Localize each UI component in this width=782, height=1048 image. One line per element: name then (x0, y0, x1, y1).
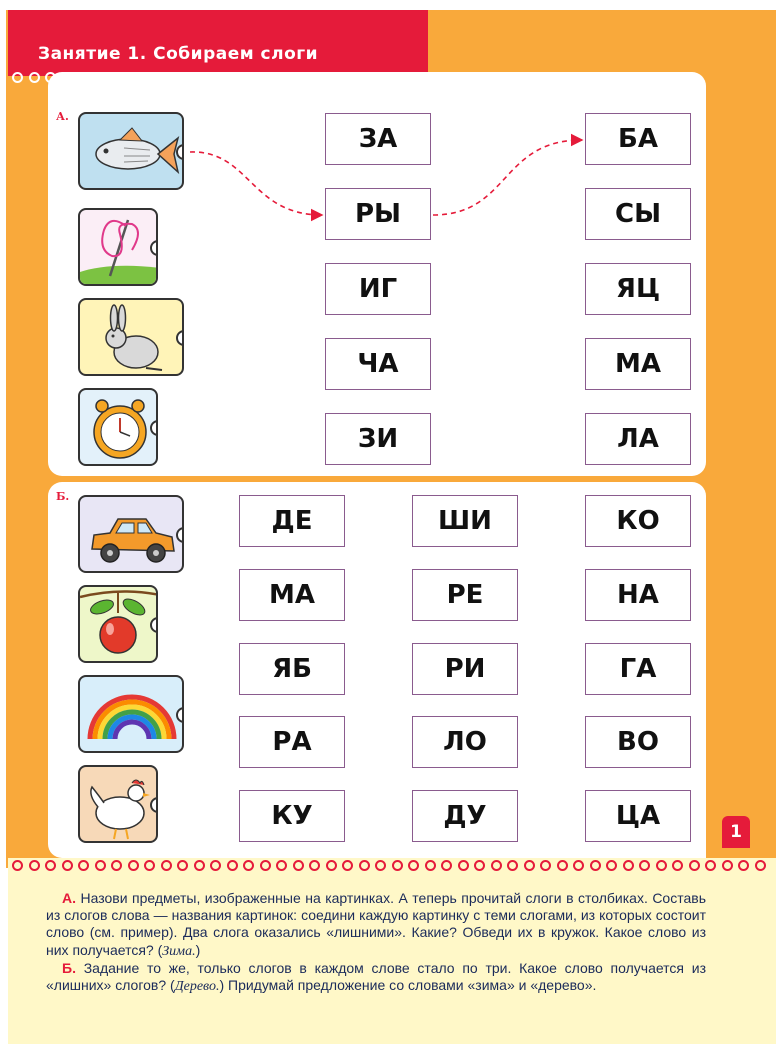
syllable-card-a2-4[interactable]: МА (585, 338, 691, 390)
instruction-b-close: ) Придумай предложение со словами «зима» и «дерево». (219, 977, 597, 994)
section-b-label: Б. (56, 490, 70, 503)
binder-ring (689, 860, 700, 871)
binder-ring (425, 860, 436, 871)
fish-icon[interactable] (78, 112, 184, 190)
binder-ring (29, 72, 40, 83)
instruction-a-body: Назови предметы, изображенные на картинках. А теперь прочитай слоги в столбиках. Составь из слогов слова — названия картинок: соедини каждую картинку с теми слогами, из которых состоит слово (см. пример). Два слога оказались «лишними». Какие? Обведи их в кружок. Какое слово из них получается? ( (46, 890, 706, 958)
binder-ring (557, 860, 568, 871)
syllable-card-b2-2[interactable]: РЕ (412, 569, 518, 621)
binder-ring (309, 860, 320, 871)
binder-ring (722, 860, 733, 871)
syllable-card-a2-2[interactable]: СЫ (585, 188, 691, 240)
binder-ring (45, 860, 56, 871)
binder-ring (342, 860, 353, 871)
binder-ring (656, 860, 667, 871)
binder-ring (573, 860, 584, 871)
needle-thread-icon[interactable] (78, 208, 158, 286)
syllable-card-b3-4[interactable]: ВО (585, 716, 691, 768)
apple-icon[interactable] (78, 585, 158, 663)
binder-ring (590, 860, 601, 871)
binder-ring (12, 860, 23, 871)
syllable-card-a1-2[interactable]: РЫ (325, 188, 431, 240)
binder-ring (210, 860, 221, 871)
syllable-card-b1-2[interactable]: МА (239, 569, 345, 621)
binder-ring (194, 860, 205, 871)
binder-ring (441, 860, 452, 871)
binder-ring (293, 860, 304, 871)
syllable-card-b1-1[interactable]: ДЕ (239, 495, 345, 547)
syllable-card-b2-5[interactable]: ДУ (412, 790, 518, 842)
binder-rings-footer (12, 860, 766, 876)
syllable-card-b3-5[interactable]: ЦА (585, 790, 691, 842)
syllable-card-a2-3[interactable]: ЯЦ (585, 263, 691, 315)
syllable-card-b3-3[interactable]: ГА (585, 643, 691, 695)
binder-ring (639, 860, 650, 871)
binder-ring (623, 860, 634, 871)
binder-ring (458, 860, 469, 871)
binder-ring (507, 860, 518, 871)
car-icon[interactable] (78, 495, 184, 573)
page-number: 1 (722, 816, 750, 848)
binder-ring (326, 860, 337, 871)
binder-ring (540, 860, 551, 871)
instruction-a-close: ) (195, 941, 201, 958)
syllable-card-b1-5[interactable]: КУ (239, 790, 345, 842)
binder-ring (738, 860, 749, 871)
binder-ring (62, 860, 73, 871)
binder-ring (128, 860, 139, 871)
syllable-card-a1-5[interactable]: ЗИ (325, 413, 431, 465)
binder-ring (375, 860, 386, 871)
instruction-b-answer: Дерево. (174, 979, 220, 995)
binder-ring (705, 860, 716, 871)
syllable-card-a2-1[interactable]: БА (585, 113, 691, 165)
instruction-b (46, 960, 706, 995)
binder-ring (474, 860, 485, 871)
binder-ring (392, 860, 403, 871)
binder-ring (672, 860, 683, 871)
binder-ring (161, 860, 172, 871)
binder-ring (111, 860, 122, 871)
binder-ring (755, 860, 766, 871)
syllable-card-a1-1[interactable]: ЗА (325, 113, 431, 165)
binder-ring (524, 860, 535, 871)
rabbit-icon[interactable] (78, 298, 184, 376)
binder-ring (144, 860, 155, 871)
syllable-card-b3-1[interactable]: КО (585, 495, 691, 547)
syllable-card-b2-3[interactable]: РИ (412, 643, 518, 695)
syllable-card-b1-4[interactable]: РА (239, 716, 345, 768)
lesson-title: Занятие 1. Собираем слоги (38, 44, 319, 64)
alarm-clock-icon[interactable] (78, 388, 158, 466)
syllable-card-b2-4[interactable]: ЛО (412, 716, 518, 768)
lesson-header (8, 10, 428, 76)
syllable-card-b3-2[interactable]: НА (585, 569, 691, 621)
syllable-card-a1-4[interactable]: ЧА (325, 338, 431, 390)
binder-ring (227, 860, 238, 871)
binder-ring (491, 860, 502, 871)
syllable-card-a1-3[interactable]: ИГ (325, 263, 431, 315)
rooster-icon[interactable] (78, 765, 158, 843)
instruction-a-label: А. (62, 890, 76, 906)
binder-ring (359, 860, 370, 871)
syllable-card-b1-3[interactable]: ЯБ (239, 643, 345, 695)
rainbow-icon[interactable] (78, 675, 184, 753)
binder-ring (276, 860, 287, 871)
binder-ring (95, 860, 106, 871)
instruction-b-body: Задание то же, только слогов в каждом слове стало по три. Какое слово получается из «лишних» слогов? ( (46, 959, 706, 994)
instruction-a (46, 890, 706, 960)
syllable-card-b2-1[interactable]: ШИ (412, 495, 518, 547)
instructions-text (46, 890, 706, 995)
binder-ring (408, 860, 419, 871)
section-a-label: А. (56, 110, 69, 123)
binder-ring (29, 860, 40, 871)
binder-ring (12, 72, 23, 83)
binder-ring (243, 860, 254, 871)
binder-ring (260, 860, 271, 871)
binder-ring (606, 860, 617, 871)
binder-ring (78, 860, 89, 871)
syllable-card-a2-5[interactable]: ЛА (585, 413, 691, 465)
binder-ring (177, 860, 188, 871)
instruction-b-label: Б. (62, 959, 76, 976)
instruction-a-answer: Зима. (162, 943, 196, 959)
